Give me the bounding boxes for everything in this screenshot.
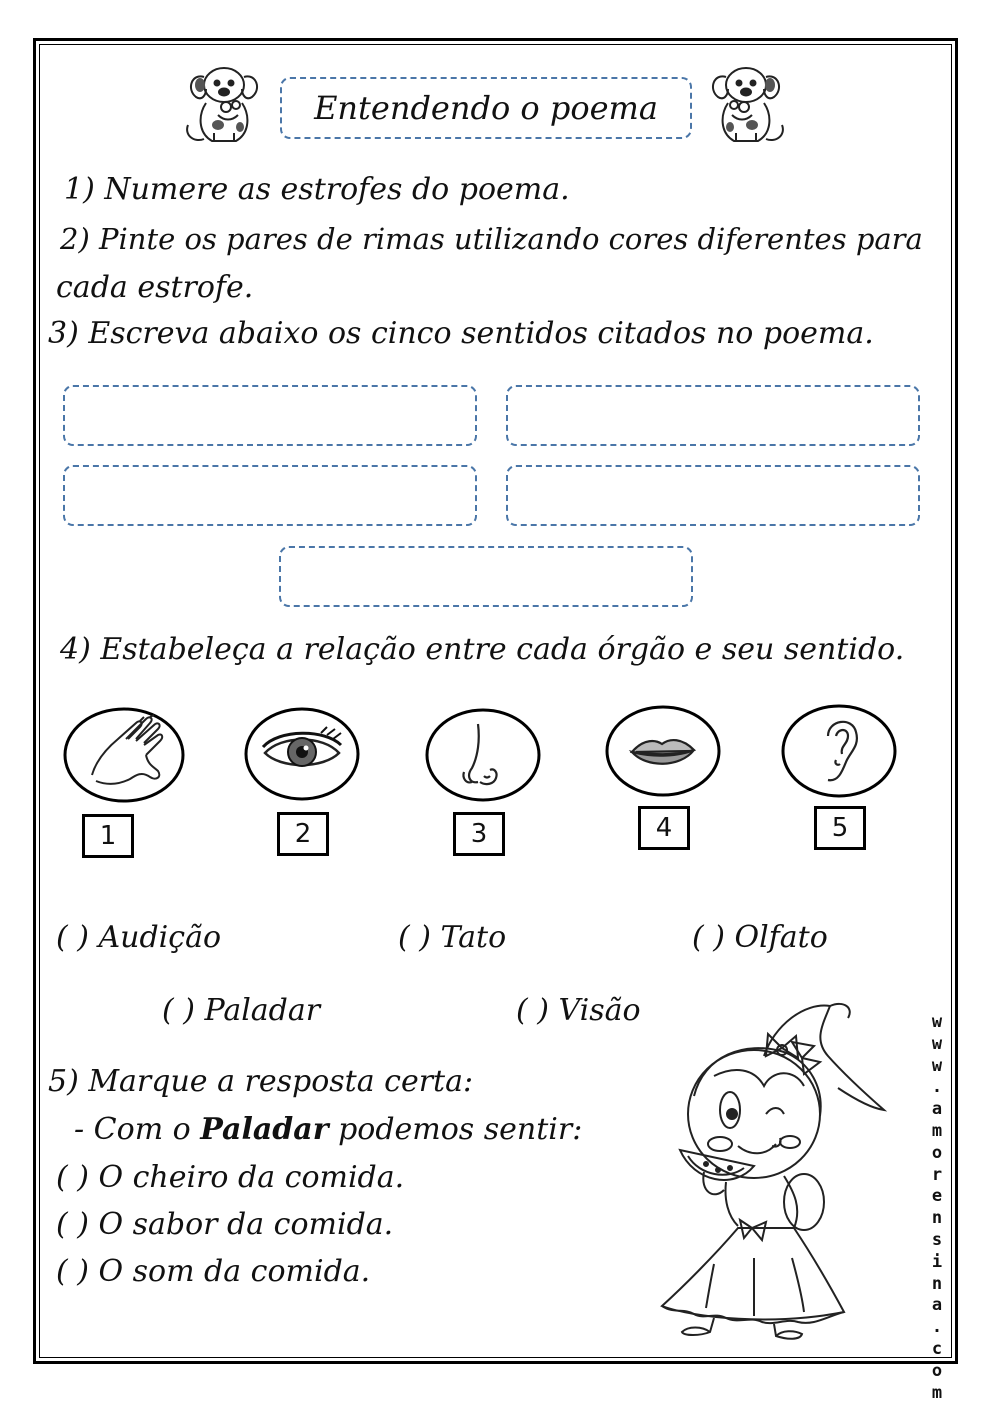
website-char: . bbox=[931, 1077, 943, 1098]
question-3: 3) Escreva abaixo os cinco sentidos citados no poema. bbox=[48, 316, 874, 351]
answer-box-3[interactable] bbox=[63, 465, 477, 526]
subtitle-prefix: - Com o bbox=[74, 1112, 201, 1147]
question-2-line-2: cada estrofe. bbox=[56, 270, 254, 305]
website-char: w bbox=[931, 1033, 943, 1054]
option-3[interactable]: ( ) O som da comida. bbox=[56, 1254, 371, 1289]
website-vertical bbox=[928, 1012, 946, 1404]
subtitle-suffix: podemos sentir: bbox=[328, 1112, 583, 1147]
page-title: Entendendo o poema bbox=[280, 77, 692, 139]
website-char: o bbox=[931, 1142, 943, 1163]
sense-audicao[interactable]: ( ) Audição bbox=[56, 920, 222, 955]
website-char: n bbox=[931, 1273, 943, 1294]
organ-number-2: 2 bbox=[277, 812, 329, 856]
sense-paladar[interactable]: ( ) Paladar bbox=[162, 993, 321, 1028]
organ-number-1: 1 bbox=[82, 814, 134, 858]
subtitle-bold-word: Paladar bbox=[200, 1112, 329, 1147]
website-char: s bbox=[931, 1229, 943, 1250]
dog-left-icon bbox=[178, 55, 270, 147]
sense-visao[interactable]: ( ) Visão bbox=[516, 993, 641, 1028]
dog-right-icon bbox=[700, 55, 792, 147]
organ-number-5: 5 bbox=[814, 806, 866, 850]
ear-icon bbox=[780, 702, 898, 800]
nose-icon bbox=[424, 706, 542, 804]
question-5: 5) Marque a resposta certa: bbox=[48, 1064, 474, 1099]
website-char: w bbox=[931, 1055, 943, 1076]
hand-icon bbox=[62, 705, 186, 805]
question-1: 1) Numere as estrofes do poema. bbox=[64, 172, 570, 207]
website-char: . bbox=[931, 1317, 943, 1338]
website-char: c bbox=[931, 1338, 943, 1359]
answer-box-4[interactable] bbox=[506, 465, 920, 526]
website-char: e bbox=[931, 1186, 943, 1207]
website-char: m bbox=[931, 1382, 943, 1403]
organ-number-3: 3 bbox=[453, 812, 505, 856]
website-char: a bbox=[931, 1295, 943, 1316]
sense-olfato[interactable]: ( ) Olfato bbox=[692, 920, 828, 955]
answer-box-5[interactable] bbox=[279, 546, 693, 607]
website-char: r bbox=[931, 1164, 943, 1185]
option-2[interactable]: ( ) O sabor da comida. bbox=[56, 1207, 394, 1242]
website-char: w bbox=[931, 1012, 943, 1032]
option-1[interactable]: ( ) O cheiro da comida. bbox=[56, 1160, 405, 1195]
organ-number-4: 4 bbox=[638, 806, 690, 850]
website-char: m bbox=[931, 1120, 943, 1141]
question-4: 4) Estabeleça a relação entre cada órgão e seu sentido. bbox=[60, 632, 905, 667]
answer-box-2[interactable] bbox=[506, 385, 920, 446]
website-char: a bbox=[931, 1099, 943, 1120]
eye-icon bbox=[243, 705, 361, 803]
answer-box-1[interactable] bbox=[63, 385, 477, 446]
question-5-subtitle bbox=[74, 1112, 582, 1147]
sense-tato[interactable]: ( ) Tato bbox=[398, 920, 507, 955]
mouth-icon bbox=[604, 702, 722, 800]
girl-eating-watermelon-icon bbox=[654, 996, 914, 1346]
question-2-line-1: 2) Pinte os pares de rimas utilizando cores diferentes para bbox=[60, 222, 923, 256]
website-char: n bbox=[931, 1208, 943, 1229]
website-char: i bbox=[931, 1251, 943, 1272]
website-char: o bbox=[931, 1360, 943, 1381]
